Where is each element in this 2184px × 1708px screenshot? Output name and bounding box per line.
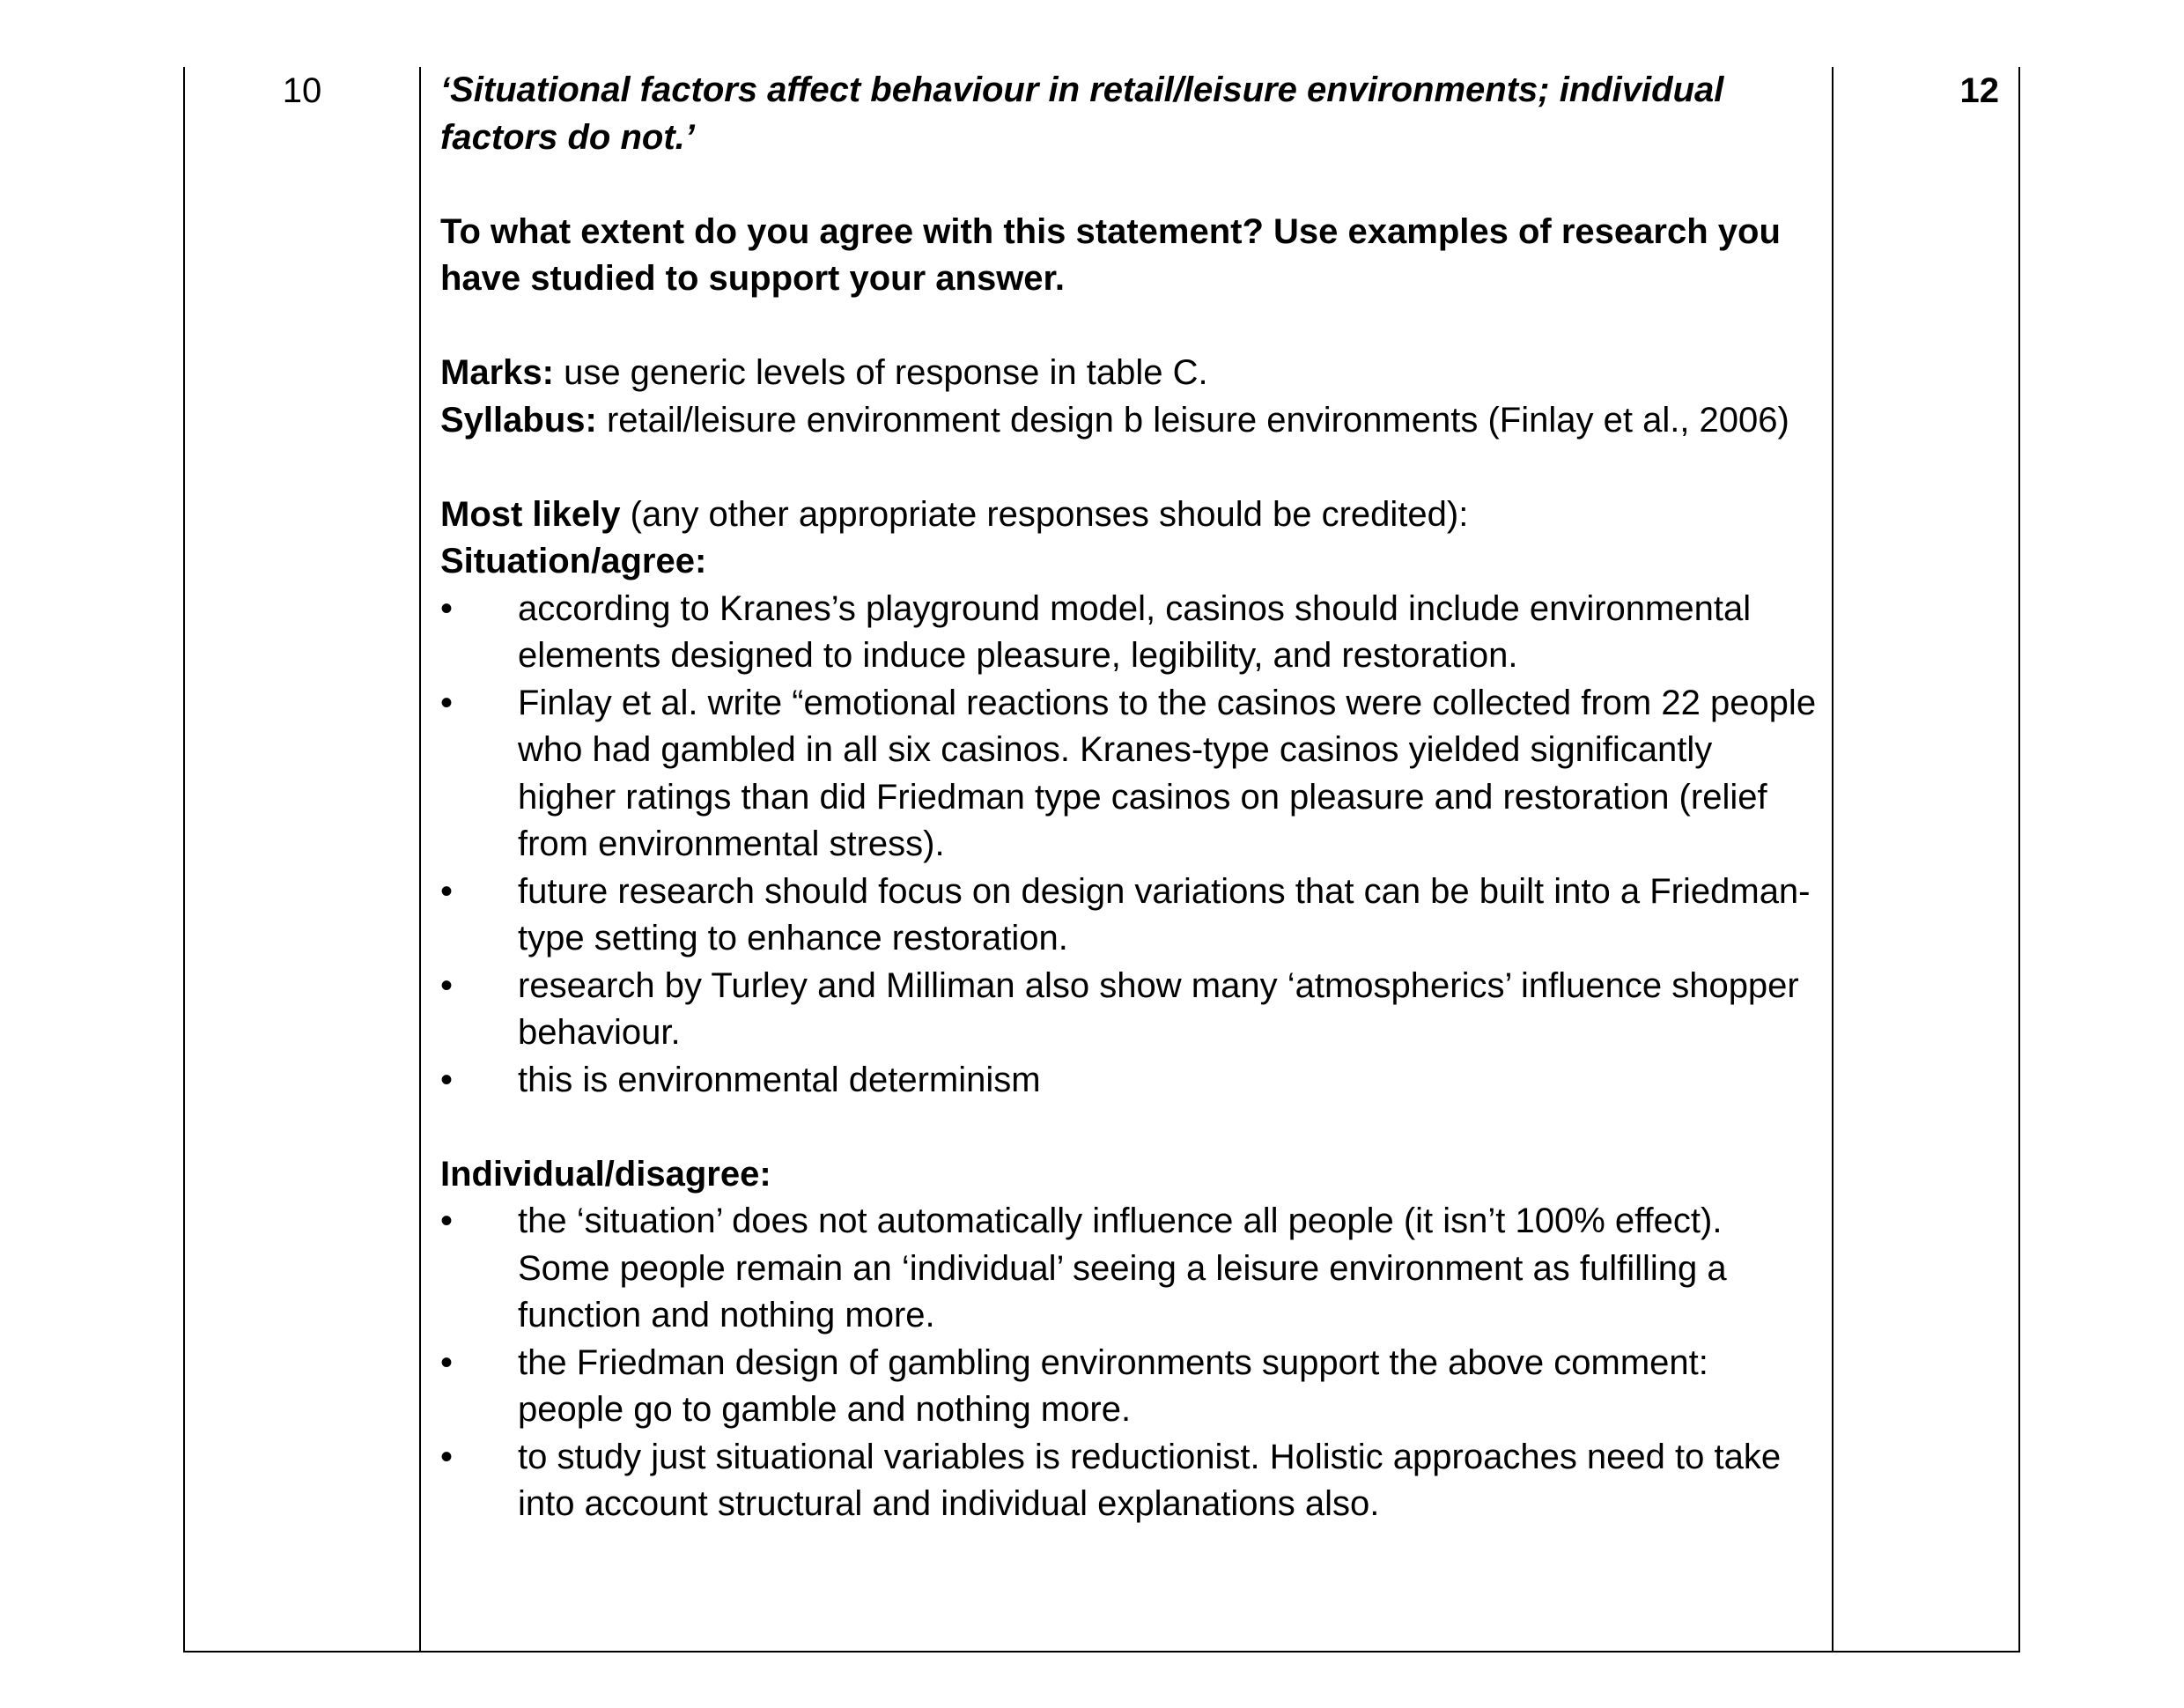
- list-item: [440, 1057, 1819, 1105]
- marks-line: [440, 350, 1819, 397]
- list-item-text: to study just situational variables is reductionist. Holistic approaches need to take into account structural and individual explanations also.: [518, 1437, 1782, 1523]
- marks-total: 12: [1959, 71, 1999, 110]
- bullet-icon: •: [440, 683, 454, 722]
- syllabus-label: Syllabus:: [440, 400, 597, 440]
- spacer: [440, 444, 1819, 492]
- bullet-icon: •: [440, 1060, 454, 1099]
- list-item: [440, 1340, 1819, 1434]
- individual-heading: Individual/disagree:: [440, 1154, 771, 1194]
- column-divider-right: [1832, 67, 1834, 1651]
- bullet-icon: •: [440, 1437, 454, 1476]
- syllabus-text: retail/leisure environment design b leisure environments (Finlay et al., 2006): [596, 400, 1789, 440]
- marks-label: Marks:: [440, 353, 554, 392]
- situation-heading: Situation/agree:: [440, 542, 707, 580]
- spacer: [440, 161, 1819, 209]
- bullet-icon: •: [440, 1202, 454, 1240]
- bullet-icon: •: [440, 965, 454, 1005]
- bullet-icon: •: [440, 871, 454, 911]
- column-divider-left: [419, 67, 421, 1651]
- answer-guidance-cell: [440, 67, 1819, 1528]
- question-statement: ‘Situational factors affect behaviour in retail/leisure environments; individual factors do not.’: [440, 70, 1724, 157]
- situation-list: [440, 586, 1819, 1105]
- individual-list: [440, 1198, 1819, 1528]
- most-likely-text: (any other appropriate responses should be credited):: [620, 494, 1469, 534]
- question-number: 10: [282, 71, 322, 110]
- spacer: [440, 1104, 1819, 1151]
- list-item: [440, 963, 1819, 1057]
- list-item-text: the Friedman design of gambling environments support the above comment: people go to gamble and nothing more.: [518, 1342, 1708, 1429]
- list-item-text: the ‘situation’ does not automatically influence all people (it isn’t 100% effect). Some people remain an ‘individual’ seeing a leisure environment as fulfilling a function and nothing more.: [518, 1202, 1727, 1335]
- list-item: [440, 586, 1819, 680]
- list-item-text: future research should focus on design variations that can be built into a Friedman-type setting to enhance restoration.: [518, 871, 1811, 958]
- marks-text: use generic levels of response in table C.: [553, 353, 1208, 392]
- list-item: [440, 680, 1819, 869]
- most-likely-line: [440, 492, 1819, 539]
- question-task: To what extent do you agree with this statement? Use examples of research you have studied to support your answer.: [440, 211, 1781, 298]
- list-item-text: research by Turley and Milliman also show many ‘atmospherics’ influence shopper behaviour.: [518, 965, 1799, 1052]
- bullet-icon: •: [440, 1342, 454, 1382]
- list-item: [440, 1434, 1819, 1528]
- list-item-text: Finlay et al. write “emotional reactions to the casinos were collected from 22 people who had gambled in all six casinos. Kranes-type casinos yielded significantly higher ratings than did Friedman type casinos on pleasure and restoration (relief from environmental stress).: [518, 683, 1817, 863]
- list-item: [440, 869, 1819, 963]
- syllabus-line: [440, 397, 1819, 445]
- list-item-text: this is environmental determinism: [518, 1060, 1041, 1099]
- most-likely-label: Most likely: [440, 494, 621, 534]
- spacer: [440, 303, 1819, 351]
- list-item: [440, 1198, 1819, 1340]
- list-item-text: according to Kranes’s playground model, casinos should include environmental elements designed to induce pleasure, legibility, and restoration.: [518, 588, 1752, 675]
- mark-scheme-table: [183, 67, 2020, 1653]
- bullet-icon: •: [440, 588, 454, 628]
